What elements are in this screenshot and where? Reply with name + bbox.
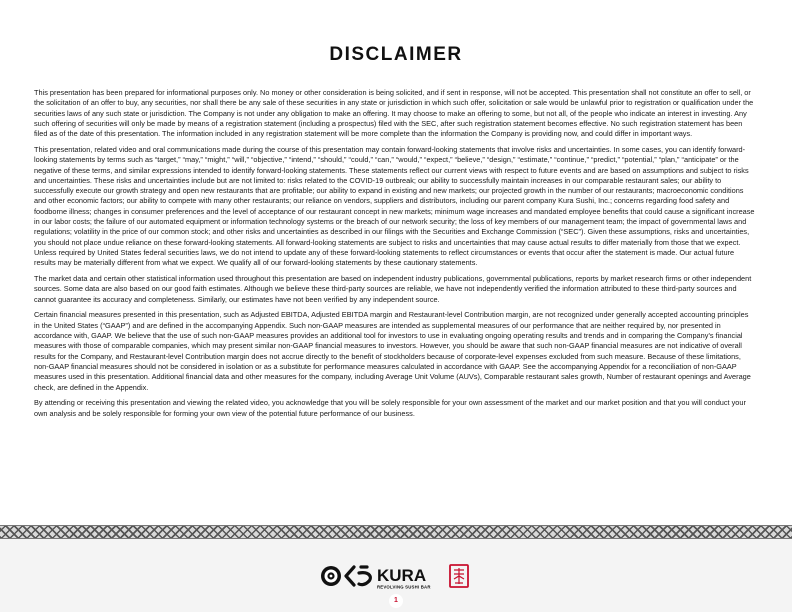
decorative-lattice-band	[0, 526, 792, 538]
logo-wordmark: KURA	[377, 566, 427, 585]
paragraph-non-gaap: Certain financial measures presented in this presentation, such as Adjusted EBITDA, Adjusted EBITDA margin and Restaurant-level Contribution margin, are not recognized under generally accepted accounting principles in the United States (“GAAP”) and are defined in the accompanying Appendix. Such non-GAAP measures are intended as supplemental measures of our performance that are neither required by, nor presented in accordance with, GAAP. We believe that the use of such non-GAAP measures provides an additional tool for investors to use in evaluating ongoing operating results and trends and in comparing the Company’s financial measures with those of comparable companies, which may present similar non-GAAP financial measures to investors. However, you should be aware that such non-GAAP financial measures are not indicative of overall results for the Company, and Restaurant-level Contribution margin does not accrue directly to the benefit of stockholders because of corporate-level expenses excluded from such measure. Because of these limitations, non-GAAP financial measures should not be considered in isolation or as a substitute for performance measures calculated in accordance with GAAP. See the accompanying Appendix for a reconciliation of non-GAAP measures used in this presentation. Additional financial data and other measures for the company, including Average Unit Volume (AUVs), Comparable restaurant sales growth, Number of restaurant openings and Average check, are defined in the Appendix.	[34, 310, 751, 392]
emblem-icon	[321, 566, 341, 586]
paragraph-offering: This presentation has been prepared for informational purposes only. No money or other consideration is being solicited, and if sent in response, will not be accepted. This presentation shall not constitute an offer to sell, or the solicitation of an offer to buy, any securities, nor shall there be any sale of these securities in any state or jurisdiction in which such offer, solicitation or sale would be unlawful prior to registration or qualification under the securities laws of any such state or jurisdiction. The Company is not under any obligation to make an offering. It may choose to make an offering to some, but not all, of the people who indicate an interest in investing. Any such offering of securities will only be made by means of a registration statement (including a prospectus) filed with the SEC, after such registration statement becomes effective. No such registration statement has been filed as of the date of this presentation. The information included in any registration statement will be more complete than the information the Company is providing now, and could differ in important ways.	[34, 88, 754, 139]
paragraph-acknowledgement: By attending or receiving this presentation and viewing the related video, you acknowledge that you will be solely responsible for your own assessment of the market and our market position and that you will conduct your own analysis and be solely responsible for forming your own view of the potential future performance of our business.	[34, 398, 746, 418]
red-seal-icon	[450, 565, 468, 587]
paragraph-market-data: The market data and certain other statistical information used throughout this presentation are based on independent industry publications, governmental publications, reports by market research firms or other independent sources. Some data are also based on our good faith estimates. Although we believe these third-party sources are reliable, we have not independently verified the information attributed to these third-party sources and cannot guarantee its accuracy and completeness. Similarly, our estimates have not been verified by any independent source.	[34, 274, 752, 304]
disclaimer-body	[34, 88, 756, 424]
kura-kana-mark	[346, 567, 370, 585]
page-number: 1	[389, 594, 403, 608]
logo-tagline: REVOLVING SUSHI BAR	[377, 584, 431, 590]
kura-logo	[320, 562, 470, 590]
paragraph-forward-looking: This presentation, related video and oral communications made during the course of this presentation may contain forward-looking statements that involve risks and uncertainties. In some cases, you can identify forward-looking statements by terms such as “target,” “may,” “might,” “will,” “objective,” “intend,” “should,” “could,” “can,” “would,” “expect,” “believe,” “design,” “estimate,” “continue,” “predict,” “potential,” “plan,” “anticipate” or the negative of these terms, and similar expressions intended to identify forward-looking statements. These statements reflect our current views with respect to future events and are based on assumptions and subject to risks and uncertainties. These risks and uncertainties include but are not limited to: risks related to the COVID-19 outbreak; our ability to successfully maintain increases in our comparable restaurant sales; our ability to successfully execute our growth strategy and open new restaurants that are profitable; our ability to expand in existing and new markets; our projected growth in the number of our restaurants; macroeconomic conditions and other economic factors; our ability to compete with many other restaurants; our reliance on vendors, suppliers and distributors, including our parent company Kura Sushi, Inc.; concerns regarding food safety and foodborne illness; changes in consumer preferences and the level of acceptance of our restaurant concept in new markets; minimum wage increases and mandated employee benefits that could cause a significant increase in our labor costs; the failure of our automated equipment or information technology systems or the breach of our network security; the loss of key members of our management team; the impact of governmental laws and regulations; volatility in the price of our common stock; and other risks and uncertainties as described in our filings with the Securities and Exchange Commission (“SEC”). Given these assumptions, risks and uncertainties, you should not place undue reliance on these forward-looking statements. All forward-looking statements are subject to risks and uncertainties that may cause actual results to differ materially from those that we expect. Unless required by United States federal securities laws, we do not intend to update any of these forward-looking statements to reflect circumstances or events that occur after the statement is made. Our actual future results may be materially different from what we expect. We qualify all of our forward-looking statements by these cautionary statements.	[34, 144, 755, 268]
page-title: DISCLAIMER	[329, 44, 463, 65]
